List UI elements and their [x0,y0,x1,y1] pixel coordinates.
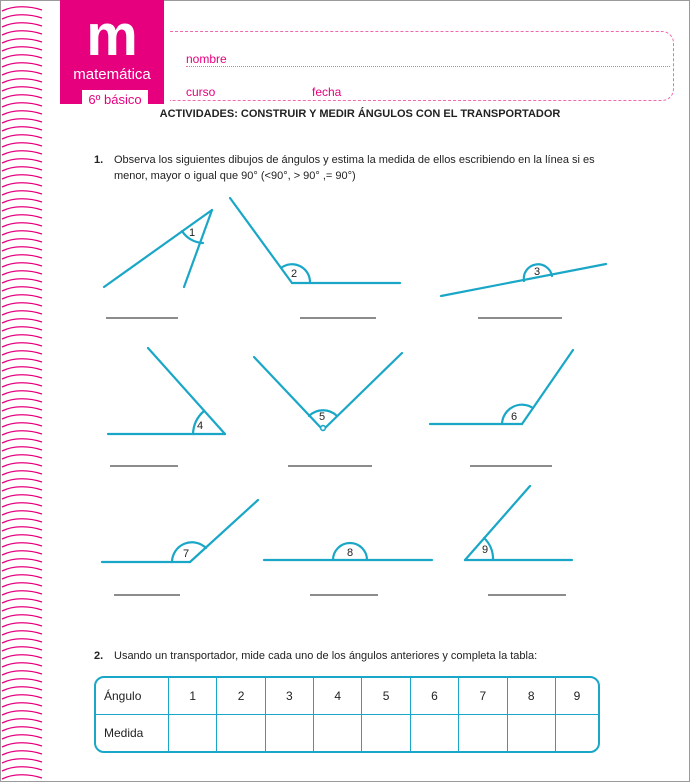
question-2-number: 2. [94,650,104,662]
angle-4-label: 4 [197,420,204,432]
column-header: 7 [459,678,507,715]
column-header: 8 [508,678,556,715]
column-header: 2 [217,678,265,715]
column-header: 6 [411,678,459,715]
column-header: 9 [556,678,598,715]
measure-cell[interactable] [459,715,507,751]
measure-cell[interactable] [169,715,217,751]
table-row-measures [96,715,598,751]
angle-5-vertex-dot [321,426,326,431]
grade-label: 6º básico [82,90,148,110]
course-label: curso [186,85,216,99]
measure-cell[interactable] [314,715,362,751]
page-title: ACTIVIDADES: CONSTRUIR Y MEDIR ÁNGULOS CON EL TRANSPORTADOR [159,108,561,120]
angle-2-label: 2 [291,268,298,280]
column-header: 1 [169,678,217,715]
measurement-table [94,676,600,753]
question-2-text: Usando un transportador, mide cada uno de los ángulos anteriores y completa la tabla: [114,650,538,662]
row-header-angle: Ángulo [96,678,169,715]
logo-letter: m [86,3,138,68]
angle-8-label: 8 [347,547,354,559]
column-header: 3 [266,678,314,715]
column-header: 4 [314,678,362,715]
angle-4-drawing [108,348,225,434]
angle-5-label: 5 [319,411,326,423]
measure-cell[interactable] [266,715,314,751]
angle-1-label: 1 [189,227,196,239]
measure-cell[interactable] [556,715,598,751]
date-label: fecha [312,85,342,99]
table-row-angles [96,678,598,715]
question-1-text-line1: Observa los siguientes dibujos de ángulos y estima la medida de ellos escribiendo en la línea si es [114,154,595,166]
angle-7-label: 7 [183,548,190,560]
name-label: nombre [186,52,227,66]
measure-cell[interactable] [508,715,556,751]
angle-6-drawing [430,350,573,424]
angle-3-label: 3 [534,266,541,278]
question-1-number: 1. [94,154,104,166]
angle-1-drawing [104,210,212,287]
angle-3-drawing [441,264,606,296]
angle-6-label: 6 [511,411,518,423]
angle-7-drawing [102,500,258,562]
question-1-text-line2: menor, mayor o igual que 90° (<90°, > 90° ,= 90°) [114,170,356,182]
measure-cell[interactable] [217,715,265,751]
angle-5-drawing [254,353,402,430]
measure-cell[interactable] [362,715,410,751]
column-header: 5 [362,678,410,715]
row-header-measure: Medida [96,715,169,751]
angle-9-label: 9 [482,544,489,556]
logo-word: matemática [73,66,151,83]
measure-cell[interactable] [411,715,459,751]
question-2 [94,648,634,664]
angle-2-drawing [230,198,400,283]
